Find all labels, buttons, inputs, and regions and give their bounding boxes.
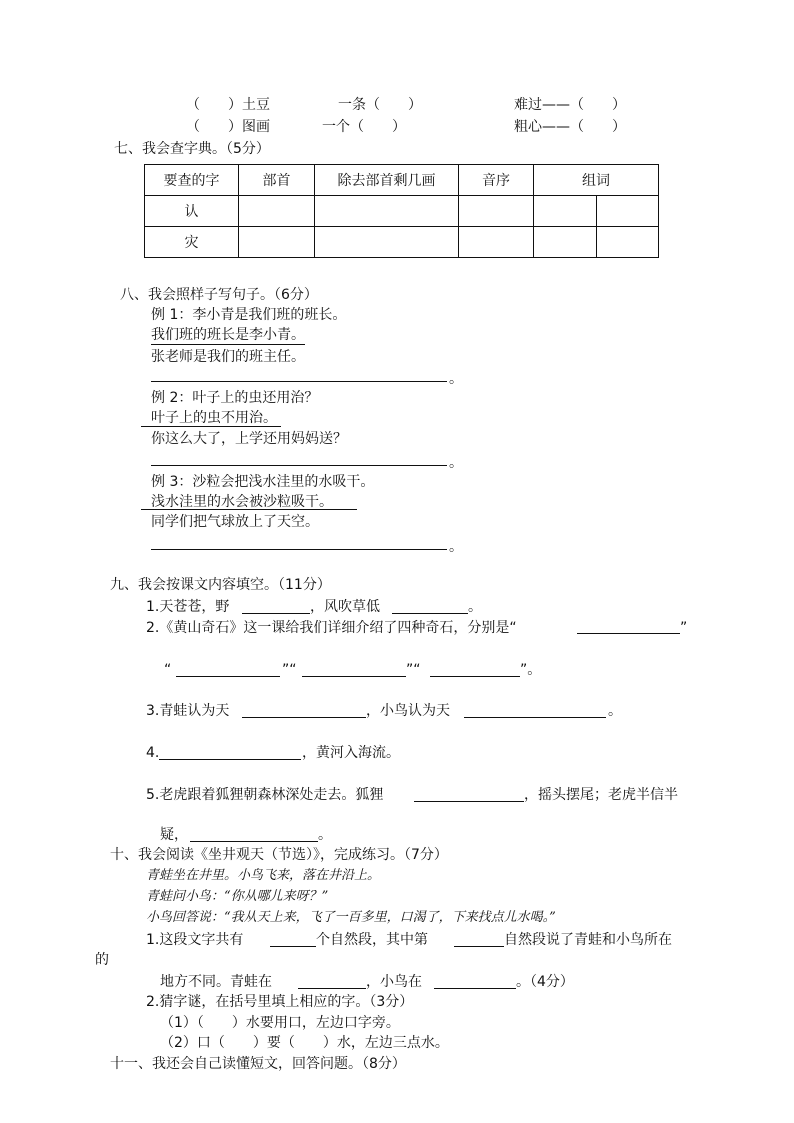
- blank-line[interactable]: [454, 946, 504, 947]
- q9-3-text-a: 3.青蛙认为天: [146, 703, 230, 719]
- blank-line[interactable]: [242, 613, 310, 614]
- blank-line[interactable]: [298, 988, 366, 989]
- table-cell-blank[interactable]: [239, 196, 315, 227]
- blank-line[interactable]: [159, 759, 301, 760]
- q9-2-text-a: 2.《黄山奇石》这一课给我们详细介绍了四种奇石，分别是“: [146, 620, 517, 636]
- blank-line[interactable]: [242, 717, 366, 718]
- blank-line[interactable]: [270, 946, 316, 947]
- riddle-1: （1）（ ）水要用口，左边口字旁。: [160, 1015, 400, 1031]
- passage-paragraph-1: 青蛙坐在井里。小鸟飞来，落在井沿上。: [146, 868, 381, 883]
- example-3-task: 同学们把气球放上了天空。: [151, 514, 319, 530]
- q10-1-text-d: 的: [95, 952, 109, 968]
- table-row: [145, 227, 659, 258]
- q9-5-text-b: ，摇头摆尾；老虎半信半: [524, 787, 678, 803]
- q9-5-text-d: 。: [318, 827, 332, 843]
- table-header: 要查的字: [145, 165, 239, 196]
- table-cell-blank[interactable]: [459, 196, 534, 227]
- table-header: 音序: [459, 165, 534, 196]
- example-1-label: 例 1：李小青是我们班的班长。: [151, 307, 347, 323]
- passage-paragraph-2: 青蛙问小鸟：“你从哪儿来呀？”: [146, 889, 329, 904]
- q10-1-text-g: 。（4分）: [516, 974, 574, 990]
- table-cell-blank[interactable]: [534, 196, 597, 227]
- example-2-underline: [141, 426, 281, 427]
- match-item-2c: 粗心——（ ）: [514, 119, 626, 135]
- q9-5-text-a: 5.老虎跟着狐狸朝森林深处走去。狐狸: [146, 787, 384, 803]
- q10-1-text-c: 自然段说了青蛙和小鸟所在: [504, 932, 672, 948]
- q9-2-text-b: ”: [680, 620, 688, 636]
- section-9-heading: 九、我会按课文内容填空。（11分）: [110, 577, 331, 593]
- q9-2-text-f: ”。: [520, 662, 542, 678]
- q9-5-text-c: 疑，: [160, 827, 188, 843]
- q9-2-text-c: “: [164, 662, 172, 678]
- table-header: 部首: [239, 165, 315, 196]
- answer-line[interactable]: [151, 381, 447, 382]
- example-2-task: 你这么大了，上学还用妈妈送？: [151, 431, 347, 447]
- q9-1-text-c: 。: [468, 599, 482, 615]
- q9-4-text-b: ，黄河入海流。: [302, 745, 400, 761]
- match-item-1c: 难过——（ ）: [514, 97, 626, 113]
- match-item-1b: 一条（ ）: [338, 97, 422, 113]
- blank-line[interactable]: [434, 988, 516, 989]
- table-row: [145, 196, 659, 227]
- blank-line[interactable]: [577, 633, 680, 634]
- table-cell-blank[interactable]: [239, 227, 315, 258]
- q9-1-text-a: 1.天苍苍，野: [146, 599, 230, 615]
- blank-line[interactable]: [176, 676, 280, 677]
- example-1-task: 张老师是我们的班主任。: [151, 349, 305, 365]
- answer-line[interactable]: [151, 549, 447, 550]
- dictionary-table: [144, 164, 659, 258]
- q9-3-text-c: 。: [608, 703, 622, 719]
- example-3-answer: 浅水洼里的水会被沙粒吸干。: [151, 494, 333, 510]
- blank-line[interactable]: [430, 676, 520, 677]
- blank-line[interactable]: [302, 676, 406, 677]
- table-cell-char: 认: [145, 196, 239, 227]
- period: 。: [449, 371, 463, 387]
- match-item-1a: （ ）土豆: [186, 97, 270, 113]
- period: 。: [449, 455, 463, 471]
- table-cell-blank[interactable]: [534, 227, 597, 258]
- section-7-heading: 七、我会查字典。（5分）: [114, 141, 270, 157]
- example-2-answer: 叶子上的虫不用治。: [151, 410, 277, 426]
- blank-line[interactable]: [392, 613, 468, 614]
- match-item-2b: 一个（ ）: [322, 119, 406, 135]
- table-cell-char: 灾: [145, 227, 239, 258]
- example-2-label: 例 2：叶子上的虫还用治？: [151, 390, 319, 406]
- q9-2-text-e: ”“: [406, 662, 421, 678]
- table-cell-blank[interactable]: [596, 196, 659, 227]
- q10-1-text-f: ，小鸟在: [366, 974, 422, 990]
- blank-line[interactable]: [414, 801, 524, 802]
- q10-2-text: 2.猜字谜，在括号里填上相应的字。（3分）: [146, 994, 414, 1010]
- table-header: 除去部首剩几画: [315, 165, 459, 196]
- match-item-2a: （ ）图画: [186, 119, 270, 135]
- q9-1-text-b: ，风吹草低: [310, 599, 380, 615]
- period: 。: [449, 539, 463, 555]
- q9-2-text-d: ”“: [282, 662, 297, 678]
- table-cell-blank[interactable]: [315, 196, 459, 227]
- example-1-answer-text: 我们班的班长是李小青。: [151, 327, 305, 343]
- q10-1-text-b: 个自然段，其中第: [316, 932, 428, 948]
- riddle-2: （2）口（ ）要（ ）水，左边三点水。: [160, 1035, 449, 1051]
- q9-3-text-b: ，小鸟认为天: [366, 703, 450, 719]
- q10-1-text-a: 1.这段文字共有: [146, 932, 244, 948]
- section-8-heading: 八、我会照样子写句子。（6分）: [120, 287, 318, 303]
- q10-1-text-e: 地方不同。青蛙在: [160, 974, 272, 990]
- example-1-answer: [151, 326, 305, 344]
- blank-line[interactable]: [190, 841, 318, 842]
- table-cell-blank[interactable]: [315, 227, 459, 258]
- section-11-heading: 十一、我还会自己读懂短文，回答问题。（8分）: [110, 1056, 406, 1072]
- table-header-row: [145, 165, 659, 196]
- q9-4-text-a: 4.: [146, 745, 160, 761]
- blank-line[interactable]: [464, 717, 606, 718]
- passage-paragraph-3: 小鸟回答说：“我从天上来，飞了一百多里，口渴了，下来找点儿水喝。”: [146, 910, 556, 925]
- section-10-heading: 十、我会阅读《坐井观天（节选）》，完成练习。（7分）: [110, 847, 448, 863]
- table-cell-blank[interactable]: [596, 227, 659, 258]
- table-header: 组词: [534, 165, 659, 196]
- table-cell-blank[interactable]: [459, 227, 534, 258]
- example-3-label: 例 3：沙粒会把浅水洼里的水吸干。: [151, 474, 375, 490]
- answer-line[interactable]: [151, 465, 447, 466]
- example-3-underline: [141, 509, 357, 510]
